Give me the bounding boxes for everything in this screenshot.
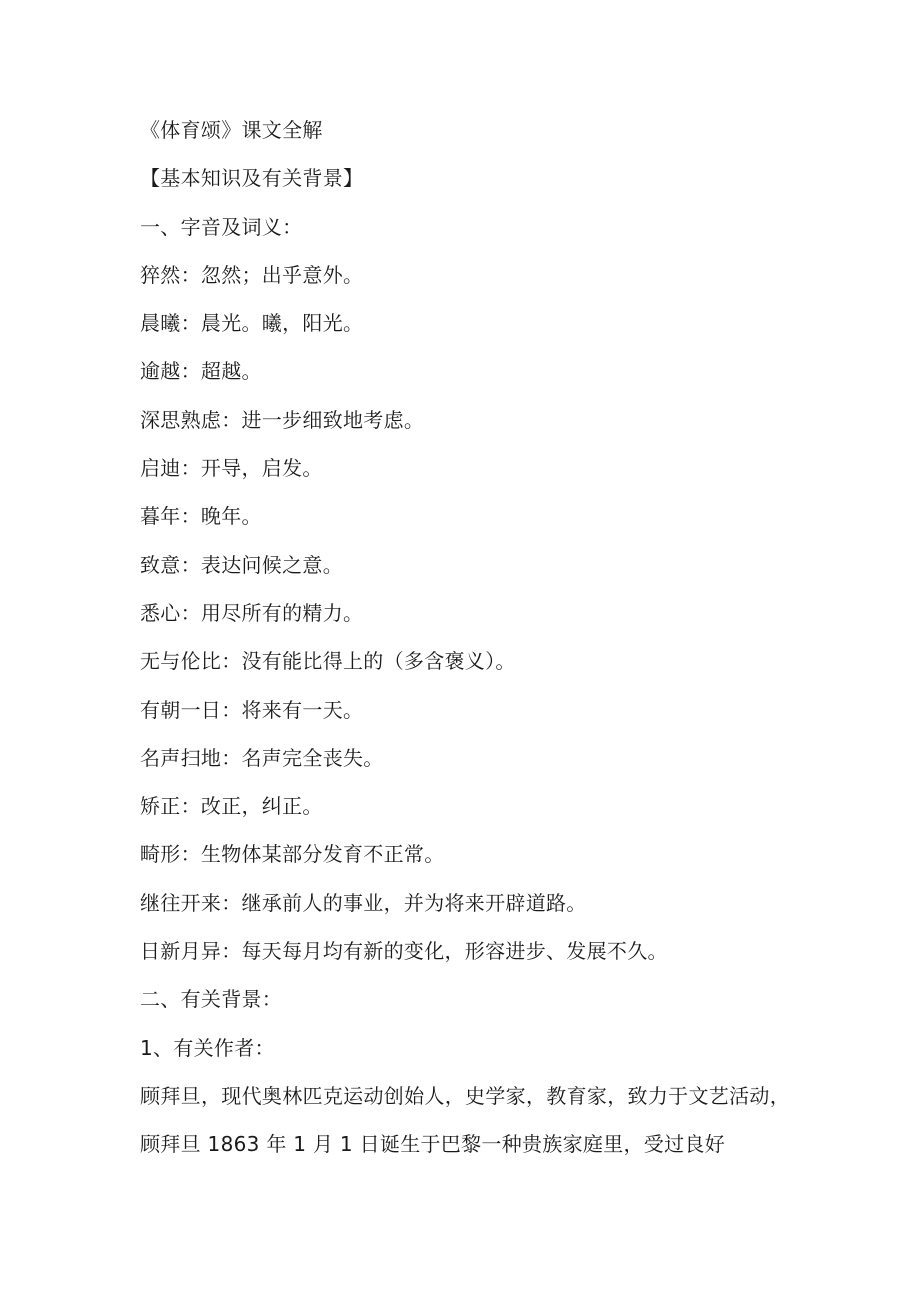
vocab-item: 有朝一日：将来有一天。 xyxy=(140,697,364,722)
vocab-item: 名声扫地：名声完全丧失。 xyxy=(140,745,384,770)
vocab-item: 深思熟虑：进一步细致地考虑。 xyxy=(140,407,425,432)
document-title: 《体育颂》课文全解 xyxy=(140,118,323,142)
sub-heading: 1、有关作者： xyxy=(140,1035,275,1060)
vocab-item: 日新月异：每天每月均有新的变化，形容进步、发展不久。 xyxy=(140,939,668,964)
vocab-item: 暮年：晚年。 xyxy=(140,504,262,529)
vocab-item: 致意：表达问候之意。 xyxy=(140,552,343,577)
vocab-item: 无与伦比：没有能比得上的（多含褒义）。 xyxy=(140,649,516,674)
author-paragraph: 顾拜旦，现代奥林匹克运动创始人，史学家，教育家，致力于文艺活动，顾拜旦 1863 年 1 月 1 日诞生于巴黎一种贵族家庭里，受过良好 xyxy=(140,1083,790,1156)
vocab-item: 矫正：改正，纠正。 xyxy=(140,794,323,819)
section-heading: 【基本知识及有关背景】 xyxy=(140,166,364,191)
part2-heading: 二、有关背景： xyxy=(140,987,283,1012)
vocab-item: 继往开来：继承前人的事业，并为将来开辟道路。 xyxy=(140,890,587,915)
vocab-item: 悉心：用尽所有的精力。 xyxy=(140,600,364,625)
document-body xyxy=(140,118,790,1168)
vocab-item: 畸形：生物体某部分发育不正常。 xyxy=(140,842,445,867)
vocab-item: 启迪：开导，启发。 xyxy=(140,456,323,481)
vocab-item: 逾越：超越。 xyxy=(140,359,262,384)
vocab-item: 猝然：忽然；出乎意外。 xyxy=(140,262,364,287)
vocab-item: 晨曦：晨光。曦，阳光。 xyxy=(140,311,364,336)
part1-heading: 一、字音及词义： xyxy=(140,214,303,239)
